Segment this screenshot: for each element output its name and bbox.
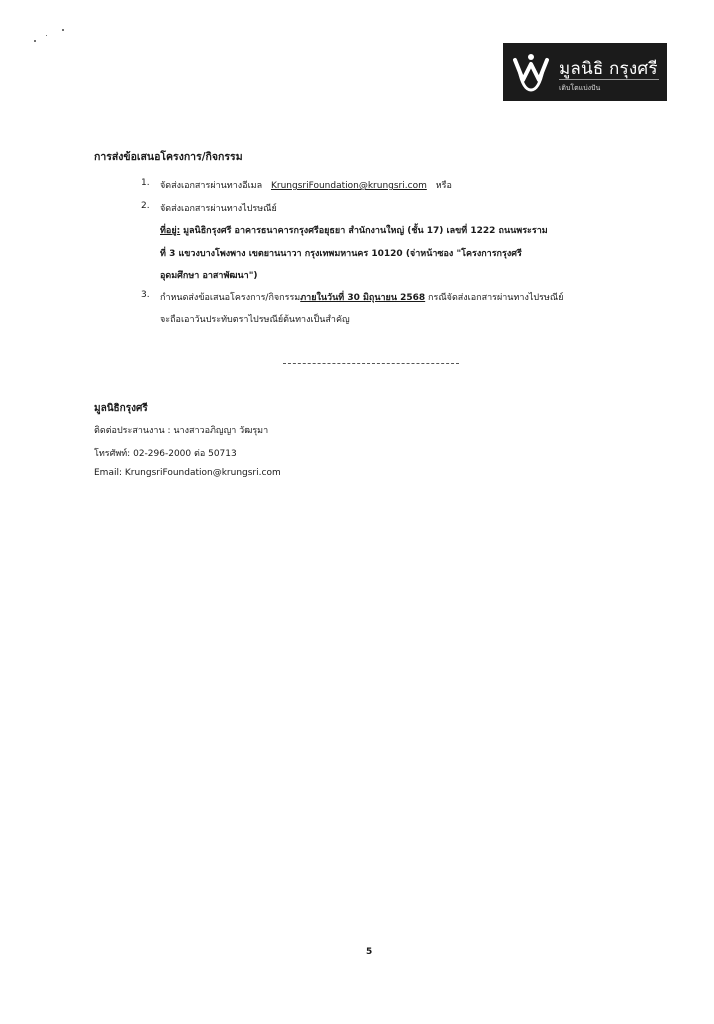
scan-speck (62, 29, 64, 31)
contact-coordinator: ติดต่อประสานงาน : นางสาวอภิญญา วัฒรุมา (94, 426, 269, 436)
krungsri-foundation-logo (503, 43, 667, 101)
item-text: จัดส่งเอกสารผ่านทางอีเมล (160, 181, 263, 191)
logo-divider (559, 79, 659, 80)
item-number: 2. (141, 201, 150, 211)
scan-speck (34, 40, 36, 42)
item-suffix: หรือ (435, 181, 452, 191)
scan-speck (46, 35, 47, 36)
deadline-text: ภายในวันที่ 30 มิถุนายน 2568 (300, 293, 426, 303)
phone-number: 02-296-2000 ต่อ 50713 (133, 449, 237, 459)
address-label: ที่อยู่: (160, 226, 181, 236)
list-item (160, 178, 452, 192)
address-line-3: อุดมศึกษา อาสาพัฒนา") (160, 271, 258, 281)
item-text-suffix: กรณีจัดส่งเอกสารผ่านทางไปรษณีย์ (425, 293, 564, 303)
contact-email: Email: KrungsriFoundation@krungsri.com (94, 468, 281, 478)
item-text-line-2: จะถือเอาวันประทับตราไปรษณีย์ต้นทางเป็นสำคัญ (160, 315, 350, 325)
address-line-1: มูลนิธิกรุงศรี อาคารธนาคารกรุงศรีอยุธยา สำนักงานใหญ่ (ชั้น 17) เลขที่ 1222 ถนนพระราม (183, 226, 548, 236)
item-number: 3. (141, 290, 150, 300)
item-text: จัดส่งเอกสารผ่านทางไปรษณีย์ (160, 204, 277, 214)
page-number: 5 (366, 947, 373, 957)
item-text: กำหนดส่งข้อเสนอโครงการ/กิจกรรม (160, 293, 301, 303)
section-heading: การส่งข้อเสนอโครงการ/กิจกรรม (94, 151, 243, 163)
logo-tagline: เติบโตแบ่งปัน (559, 84, 601, 92)
dashed-divider (283, 363, 459, 364)
logo-name: มูลนิธิ กรุงศรี (559, 59, 658, 79)
contact-org: มูลนิธิกรุงศรี (94, 403, 148, 414)
address-line (160, 223, 548, 237)
email-link[interactable]: KrungsriFoundation@krungsri.com (270, 181, 427, 191)
item-number: 1. (141, 178, 150, 188)
phone-label: โทรศัพท์: (94, 449, 131, 459)
list-item (160, 290, 563, 304)
krungsri-logo-icon (509, 50, 553, 94)
contact-phone (94, 446, 237, 460)
address-line-2: ที่ 3 แขวงบางโพงพาง เขตยานนาวา กรุงเทพมหานคร 10120 (จ่าหน้าซอง "โครงการกรุงศรี (160, 249, 522, 259)
